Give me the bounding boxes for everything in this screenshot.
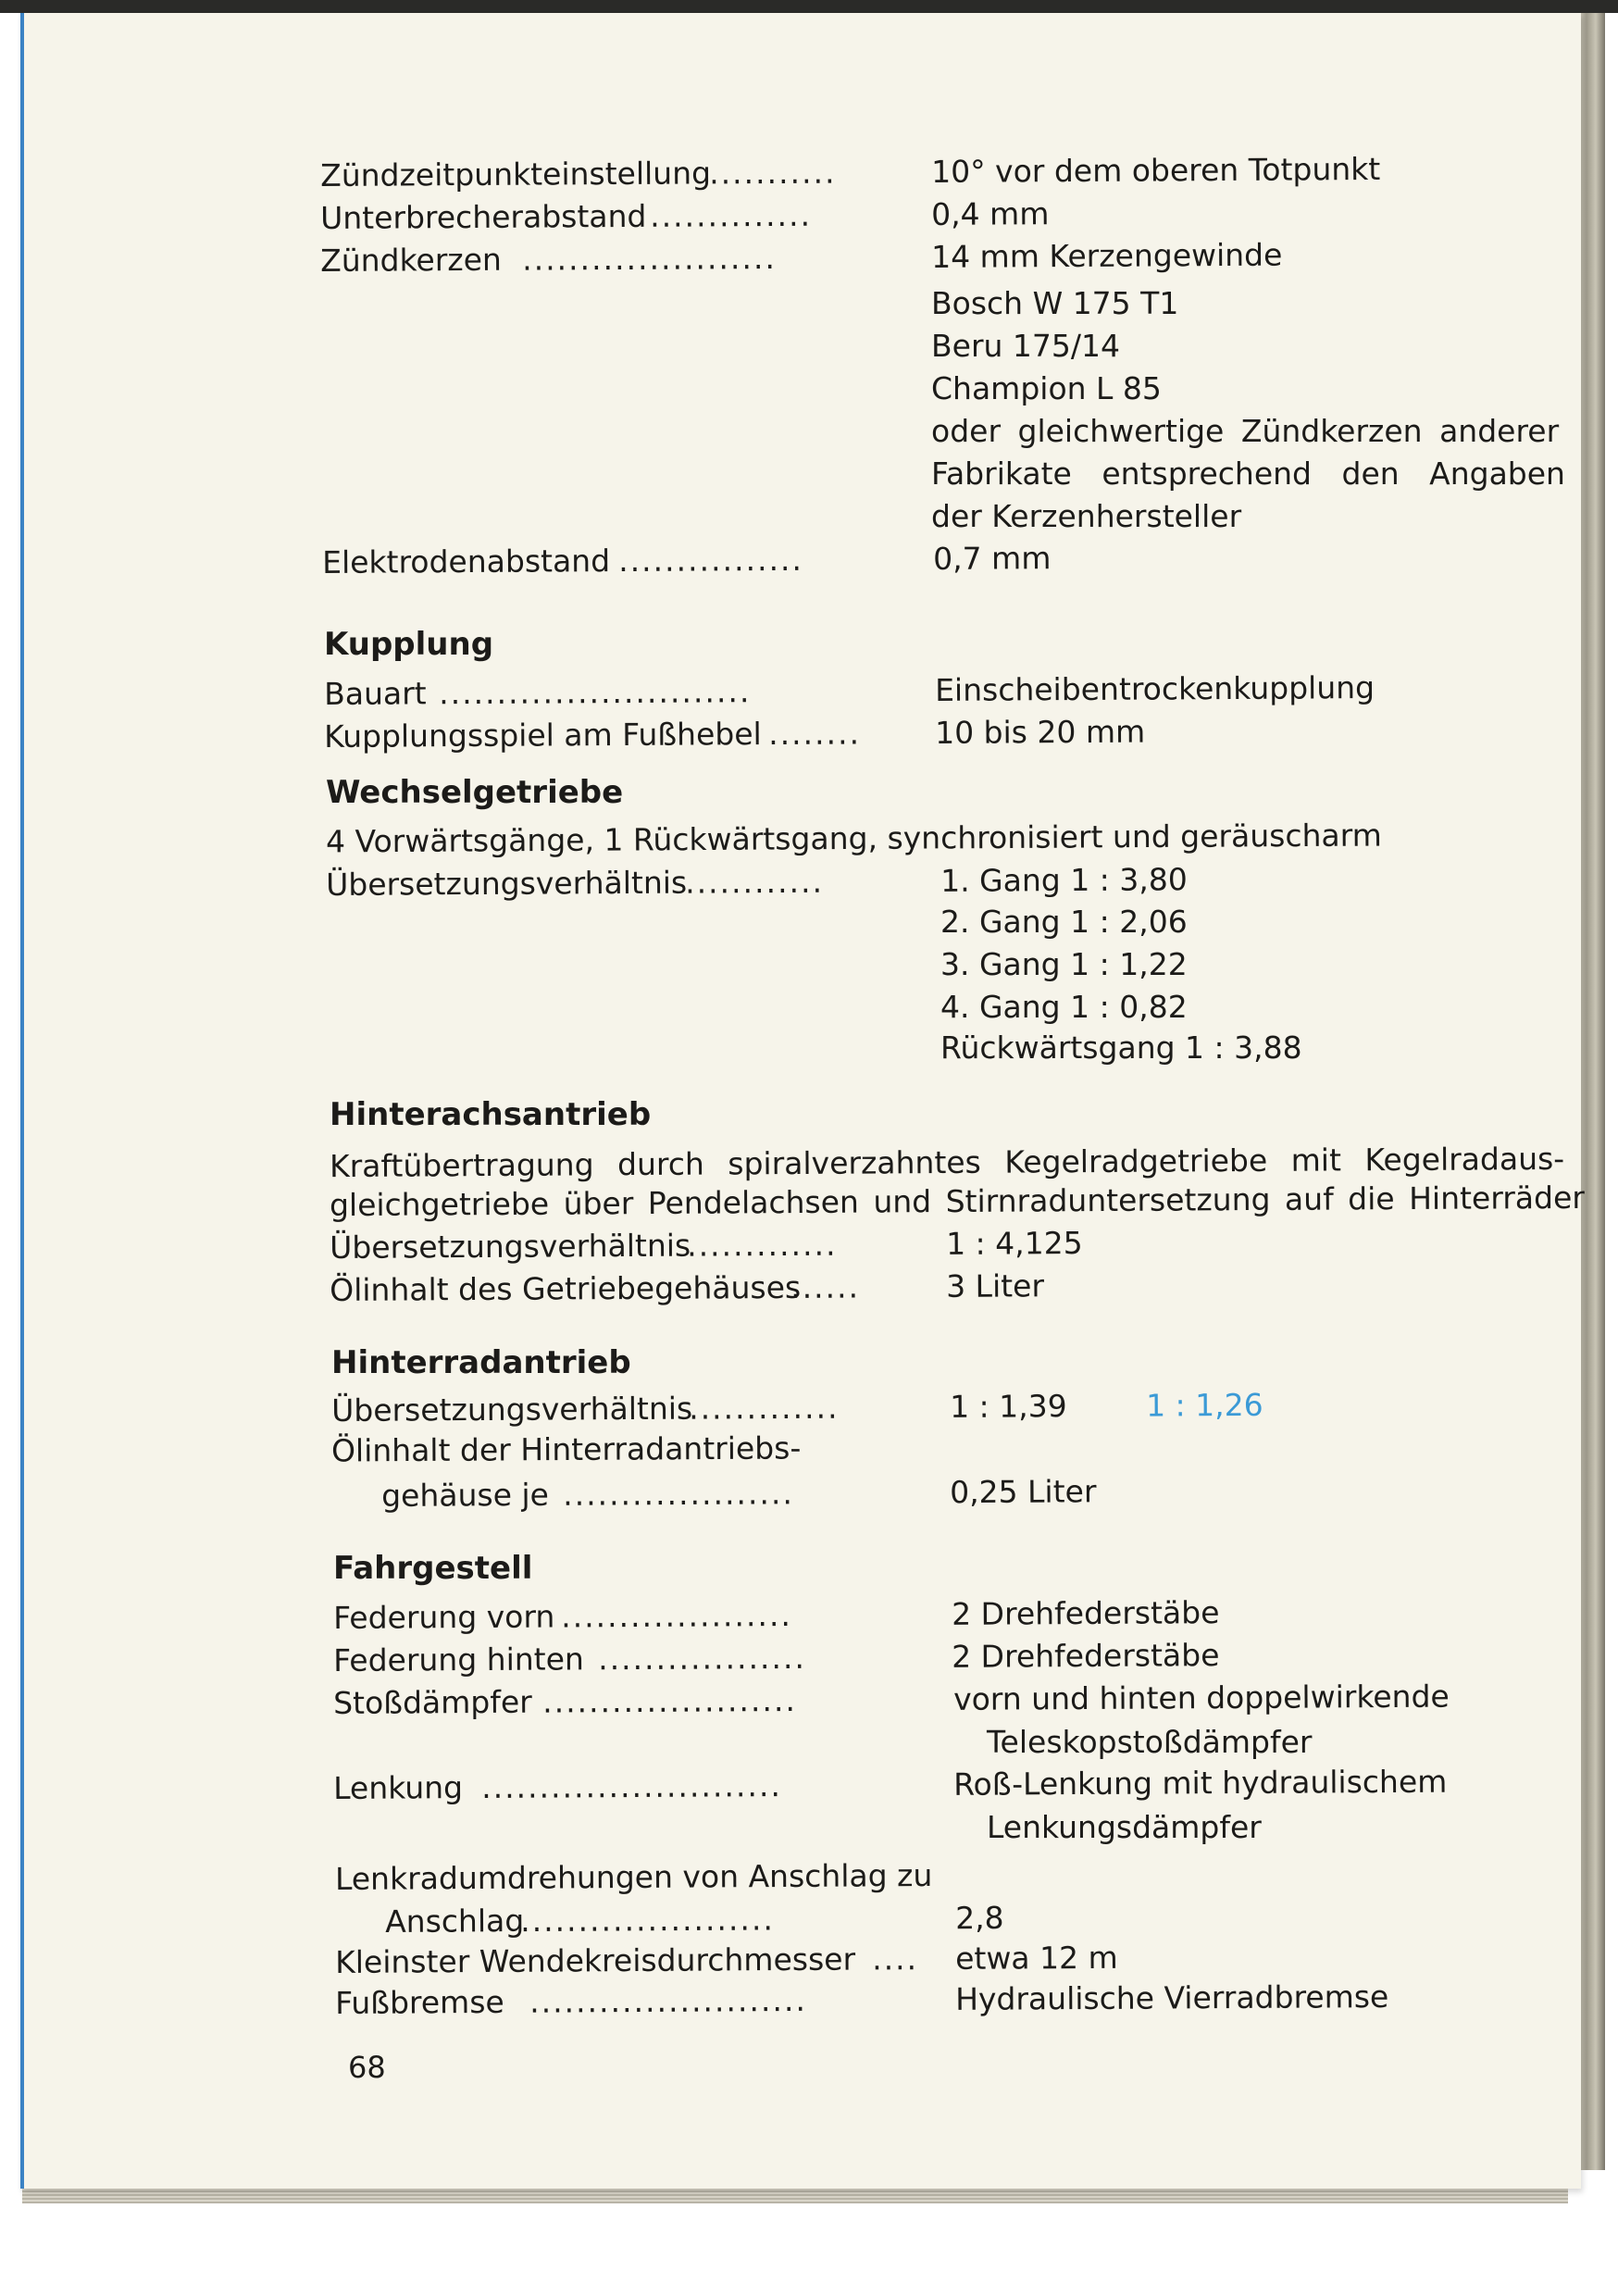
spec-value: 1 : 1,39 [950, 1388, 1067, 1425]
gear-ratio: 4. Gang 1 : 0,82 [940, 989, 1188, 1025]
section-heading-kupplung: Kupplung [324, 626, 494, 663]
spec-value: 0,7 mm [933, 540, 1052, 577]
leader-dots: ...................... [542, 1681, 798, 1720]
spec-value: Einscheibentrockenkupplung [935, 669, 1375, 708]
spec-value: 1. Gang 1 : 3,80 [940, 861, 1188, 899]
lenkradumdrehungen-label: Lenkradumdrehungen von Anschlag zu [334, 1857, 933, 1897]
spec-row-lenkung [333, 1761, 1537, 1806]
kerzen-line: Bosch W 175 T1 [931, 285, 1179, 321]
leader-dots: .......................... [481, 1767, 782, 1805]
kerzen-line: oder gleichwertige Zündkerzen anderer [931, 413, 1560, 449]
spec-label: Zündzeitpunkteinstellung [320, 155, 712, 193]
spec-label: Fußbremse [335, 1983, 504, 2021]
spec-value: vorn und hinten doppelwirkende [953, 1678, 1450, 1717]
kerzen-line: Champion L 85 [931, 370, 1162, 406]
spec-label: Übersetzungsverhältnis [326, 864, 688, 903]
spec-label: Federung hinten [333, 1641, 584, 1678]
kerzen-line: Beru 175/14 [931, 328, 1121, 364]
spec-label: Bauart [324, 675, 427, 712]
spec-value: 2 Drehfederstäbe [952, 1594, 1220, 1632]
leader-dots: ............. [687, 1226, 838, 1264]
spec-value: Hydraulische Vierradbremse [955, 1978, 1389, 2017]
spec-content [24, 13, 1585, 2189]
leader-dots: ........................ [529, 1981, 808, 2020]
spec-value: 14 mm Kerzengewinde [931, 236, 1283, 275]
spec-label: Anschlag [385, 1903, 525, 1940]
spec-label: Elektrodenabstand [322, 543, 611, 580]
leader-dots: ............. [689, 1389, 840, 1427]
spec-value: 3 Liter [946, 1267, 1045, 1304]
spec-label: Ölinhalt des Getriebegehäuses [330, 1268, 802, 1308]
spec-label: Übersetzungsverhältnis [331, 1390, 693, 1429]
spec-row-bauart [324, 667, 1527, 712]
leader-dots: ................ [618, 541, 804, 580]
stossdaempfer-continuation: Teleskopstoßdämpfer [987, 1724, 1313, 1760]
spec-value: 1 : 4,125 [946, 1225, 1083, 1262]
spec-value: 2 Drehfederstäbe [952, 1637, 1220, 1675]
kerzen-line: Fabrikate entsprechend den Angaben [931, 455, 1565, 492]
spec-label: Kleinster Wendekreisdurchmesser [335, 1940, 856, 1980]
spec-value: Roß-Lenkung mit hydraulischem [953, 1763, 1448, 1803]
lenkung-continuation: Lenkungsdämpfer [987, 1809, 1262, 1845]
scan-top-edge [0, 0, 1618, 13]
spec-value: etwa 12 m [955, 1939, 1118, 1977]
leader-dots: ...................... [522, 239, 778, 278]
leader-dots: ........... [709, 154, 837, 192]
kerzen-line: der Kerzenhersteller [931, 498, 1242, 534]
section-heading-fahrgestell: Fahrgestell [333, 1550, 533, 1587]
leader-dots: ........ [768, 715, 862, 753]
spec-label: Kupplungsspiel am Fußhebel [324, 716, 762, 755]
book-page-edge [1577, 13, 1605, 2170]
leader-dots: .................. [598, 1639, 807, 1678]
spec-row-hinterrad-uebersetzung [331, 1383, 1535, 1429]
spec-value: 0,4 mm [931, 195, 1050, 232]
spec-row-zuendzeitpunkt [320, 148, 1524, 193]
spec-value: 0,25 Liter [950, 1473, 1097, 1511]
spec-label: Unterbrecherabstand [320, 197, 647, 236]
handwritten-annotation: 1 : 1,26 [1146, 1386, 1263, 1424]
document-page [20, 13, 1585, 2189]
page-number: 68 [348, 2050, 386, 2085]
leader-dots: .............. [650, 196, 813, 234]
section-heading-hinterachsantrieb: Hinterachsantrieb [330, 1096, 652, 1133]
leader-dots: ...... [790, 1268, 861, 1305]
gear-ratio: 3. Gang 1 : 1,22 [940, 946, 1188, 982]
spec-value: 10 bis 20 mm [935, 713, 1146, 751]
leader-dots: ........................... [439, 673, 752, 712]
leader-dots: .... [872, 1940, 919, 1978]
leader-dots: ...................... [520, 1901, 776, 1940]
spec-label: gehäuse je [381, 1476, 550, 1514]
gear-ratio: 2. Gang 1 : 2,06 [940, 904, 1188, 940]
leader-dots: .................... [563, 1475, 795, 1513]
spec-row-elektrodenabstand [322, 535, 1525, 580]
spec-label: Federung vorn [333, 1598, 555, 1636]
section-heading-hinterradantrieb: Hinterradantrieb [331, 1344, 631, 1381]
gear-ratio: Rückwärtsgang 1 : 3,88 [940, 1029, 1302, 1066]
spec-value: 10° vor dem oberen Totpunkt [931, 150, 1381, 190]
wechselgetriebe-description: 4 Vorwärtsgänge, 1 Rückwärtsgang, synchronisiert und geräuscharm [325, 817, 1382, 860]
spec-label: Zündkerzen [320, 241, 502, 279]
oelinhalt-label: Ölinhalt der Hinterradantriebs- [330, 1429, 802, 1469]
spec-label: Lenkung [333, 1769, 464, 1806]
section-heading-wechselgetriebe: Wechselgetriebe [326, 774, 624, 811]
book-page-stack [22, 2189, 1568, 2203]
leader-dots: ............ [685, 863, 825, 901]
leader-dots: .................... [561, 1596, 793, 1635]
spec-label: Stoßdämpfer [333, 1683, 532, 1721]
hinterachsantrieb-description: gleichgetriebe über Pendelachsen und Stirnraduntersetzung auf die Hinterräder [329, 1179, 1585, 1224]
spec-label: Übersetzungsverhältnis [330, 1227, 691, 1266]
spec-value: 2,8 [955, 1899, 1004, 1937]
hinterachsantrieb-description: Kraftübertragung durch spiralverzahntes Kegelradgetriebe mit Kegelradaus- [329, 1140, 1565, 1185]
spec-row-federung-vorn [333, 1591, 1537, 1636]
